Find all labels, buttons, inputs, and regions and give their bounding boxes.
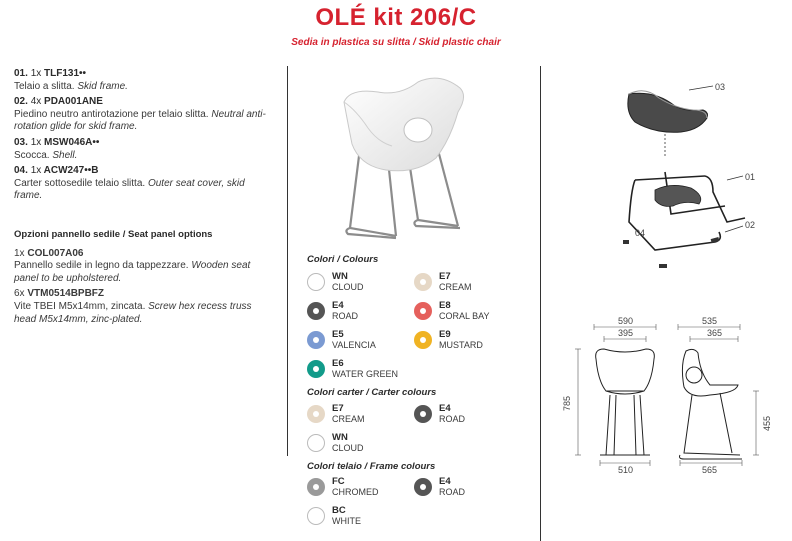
- swatch-carter-wn-cloud[interactable]: WN CLOUD: [307, 432, 427, 458]
- component-01: 01. 1x TLF131•• Telaio a slitta. Skid frame.: [14, 68, 128, 92]
- colours-title: Colori / Colours: [307, 254, 379, 265]
- carter-colours-title: Colori carter / Carter colours: [307, 387, 437, 398]
- options-heading: Opzioni pannello sedile / Seat panel options: [14, 228, 213, 240]
- swatch-e5-valencia[interactable]: E5 VALENCIA: [307, 329, 427, 355]
- dim-side-base: 565: [702, 465, 718, 475]
- component-04: 04. 1x ACW247••B Carter sottosedile telaio slitta. Outer seat cover, skid frame.: [14, 165, 245, 202]
- dim-front-inner: 395: [618, 328, 634, 338]
- swatch-e6-water-green[interactable]: E6 WATER GREEN: [307, 358, 427, 384]
- component-code: PDA001ANE: [44, 96, 103, 108]
- swatch-circle: [307, 273, 325, 291]
- label-04: 04: [635, 228, 646, 238]
- swatch-e4-road[interactable]: E4 ROAD: [307, 300, 427, 326]
- chair-photo: [308, 70, 494, 246]
- swatch-circle: [307, 302, 325, 320]
- label-03: 03: [715, 82, 726, 92]
- swatch-frame-e4-road[interactable]: E4 ROAD: [414, 476, 534, 502]
- swatch-carter-e7-cream[interactable]: E7 CREAM: [307, 403, 427, 429]
- label-01: 01: [745, 172, 756, 182]
- divider-left: [287, 66, 288, 456]
- swatch-circle: [414, 478, 432, 496]
- swatch-circle: [307, 360, 325, 378]
- option-code: VTM0514BPBFZ: [27, 288, 105, 300]
- component-code: MSW046A••: [44, 136, 100, 148]
- swatch-circle: [307, 478, 325, 496]
- swatch-e8-coral-bay[interactable]: E8 CORAL BAY: [414, 300, 534, 326]
- components-list: [14, 68, 266, 329]
- option-item: 6x VTM0514BPBFZ Vite TBEI M5x14mm, zincata. Screw hex recess truss head M5x14mm, zinc-plated.: [14, 288, 252, 325]
- swatch-carter-e4-road[interactable]: E4 ROAD: [414, 403, 534, 429]
- exploded-view-diagram: [595, 72, 785, 277]
- dim-seat-height: 455: [762, 415, 772, 431]
- swatch-circle: [414, 302, 432, 320]
- swatch-circle: [307, 507, 325, 525]
- swatch-wn-cloud[interactable]: WN CLOUD: [307, 271, 427, 297]
- swatch-circle: [414, 273, 432, 291]
- dim-height: 785: [562, 395, 572, 411]
- dim-front-base: 510: [618, 465, 634, 475]
- dimension-drawing: [560, 315, 792, 475]
- page-title: OLÉ kit 206/C: [315, 4, 477, 31]
- swatch-frame-fc-chromed[interactable]: FC CHROMED: [307, 476, 427, 502]
- swatch-circle: [414, 405, 432, 423]
- frame-colours-title: Colori telaio / Frame colours: [307, 461, 436, 472]
- label-02: 02: [745, 220, 756, 230]
- swatch-e9-mustard[interactable]: E9 MUSTARD: [414, 329, 534, 355]
- swatch-circle: [414, 331, 432, 349]
- option-code: COL007A06: [27, 247, 84, 259]
- component-03: 03. 1x MSW046A•• Scocca. Shell.: [14, 136, 100, 161]
- swatch-circle: [307, 434, 325, 452]
- page-subtitle: Sedia in plastica su slitta / Skid plastic chair: [291, 37, 501, 48]
- component-code: ACW247••B: [43, 165, 99, 177]
- component-02: 02. 4x PDA001ANE Piedino neutro antirotazione per telaio slitta. Neutral anti-rotation glide for skid frame.: [14, 96, 266, 133]
- swatch-circle: [307, 405, 325, 423]
- divider-right: [540, 66, 541, 541]
- swatch-circle: [307, 331, 325, 349]
- dim-side-inner: 365: [707, 328, 723, 338]
- component-code: TLF131••: [44, 68, 87, 79]
- option-item: 1x COL007A06 Pannello sedile in legno da tappezzare. Wooden seat panel to be upholstered.: [14, 247, 251, 284]
- dim-side-depth: 535: [702, 316, 718, 326]
- swatch-frame-bc-white[interactable]: BC WHITE: [307, 505, 427, 531]
- dim-front-width: 590: [618, 316, 634, 326]
- swatch-e7-cream[interactable]: E7 CREAM: [414, 271, 534, 297]
